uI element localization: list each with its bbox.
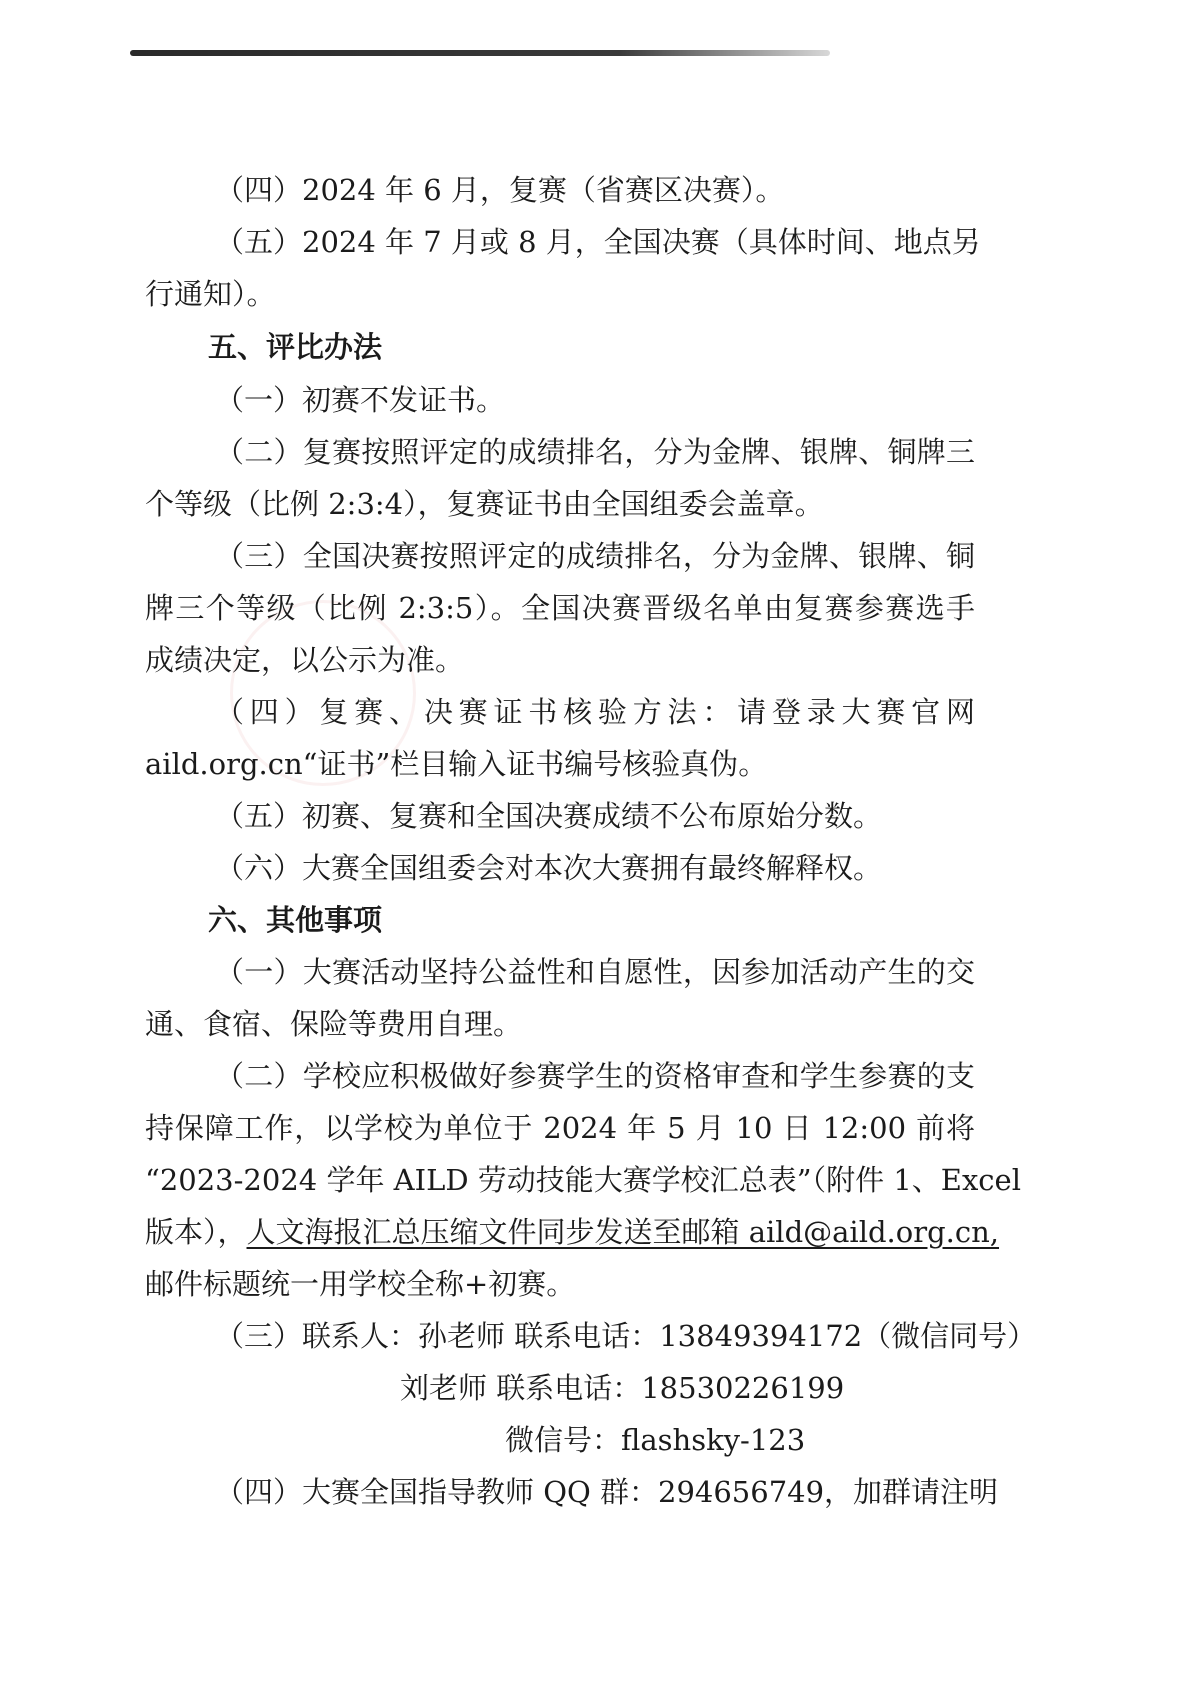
qq-group-line: （四）大赛全国指导教师 QQ 群：294656749，加群请注明 <box>215 1475 999 1509</box>
text-line-19: 持保障工作，以学校为单位于 2024 年 5 月 10 日 12:00 前将 <box>145 1111 975 1145</box>
text-line-16: （一）大赛活动坚持公益性和自愿性，因参加活动产生的交 <box>215 955 975 989</box>
text-line-2: （五）2024 年 7 月或 8 月，全国决赛（具体时间、地点另 <box>215 225 981 259</box>
text-line-21-prefix: 版本）， <box>145 1215 247 1249</box>
text-line-9: 牌三个等级（比例 2:3:5）。全国决赛晋级名单由复赛参赛选手 <box>145 591 975 625</box>
text-line-22: 邮件标题统一用学校全称+初赛。 <box>145 1267 576 1301</box>
underlined-email-instruction: 人文海报汇总压缩文件同步发送至邮箱 aild@aild.org.cn, <box>246 1215 1000 1249</box>
text-line-5: （一）初赛不发证书。 <box>215 383 506 417</box>
text-line-21 <box>145 1212 1000 1252</box>
text-line-14: （六）大赛全国组委会对本次大赛拥有最终解释权。 <box>215 851 883 885</box>
scan-edge-bar <box>130 50 830 56</box>
wechat-line: 微信号：flashsky-123 <box>505 1423 806 1457</box>
text-line-12: aild.org.cn“证书”栏目输入证书编号核验真伪。 <box>145 747 768 781</box>
text-line-1: （四）2024 年 6 月，复赛（省赛区决赛）。 <box>215 173 785 207</box>
text-line-13: （五）初赛、复赛和全国决赛成绩不公布原始分数。 <box>215 799 883 833</box>
text-line-7: 个等级（比例 2:3:4），复赛证书由全国组委会盖章。 <box>145 487 824 521</box>
section-heading-6: 六、其他事项 <box>208 903 383 937</box>
section-heading-5: 五、评比办法 <box>208 330 383 364</box>
text-line-3: 行通知）。 <box>145 277 276 311</box>
text-line-11: （四）复赛、决赛证书核验方法：请登录大赛官网 <box>215 695 975 729</box>
text-line-8: （三）全国决赛按照评定的成绩排名，分为金牌、银牌、铜 <box>215 539 975 573</box>
text-line-6: （二）复赛按照评定的成绩排名，分为金牌、银牌、铜牌三 <box>215 435 975 469</box>
text-line-18: （二）学校应积极做好参赛学生的资格审查和学生参赛的支 <box>215 1059 975 1093</box>
text-line-20: “2023-2024 学年 AILD 劳动技能大赛学校汇总表”（附件 1、Excel <box>145 1163 1021 1197</box>
text-line-10: 成绩决定，以公示为准。 <box>145 643 465 677</box>
contact-line-2: 刘老师 联系电话：18530226199 <box>400 1371 845 1405</box>
text-line-17: 通、食宿、保险等费用自理。 <box>145 1007 523 1041</box>
contact-line-1: （三）联系人：孙老师 联系电话：13849394172（微信同号） <box>215 1319 1037 1353</box>
